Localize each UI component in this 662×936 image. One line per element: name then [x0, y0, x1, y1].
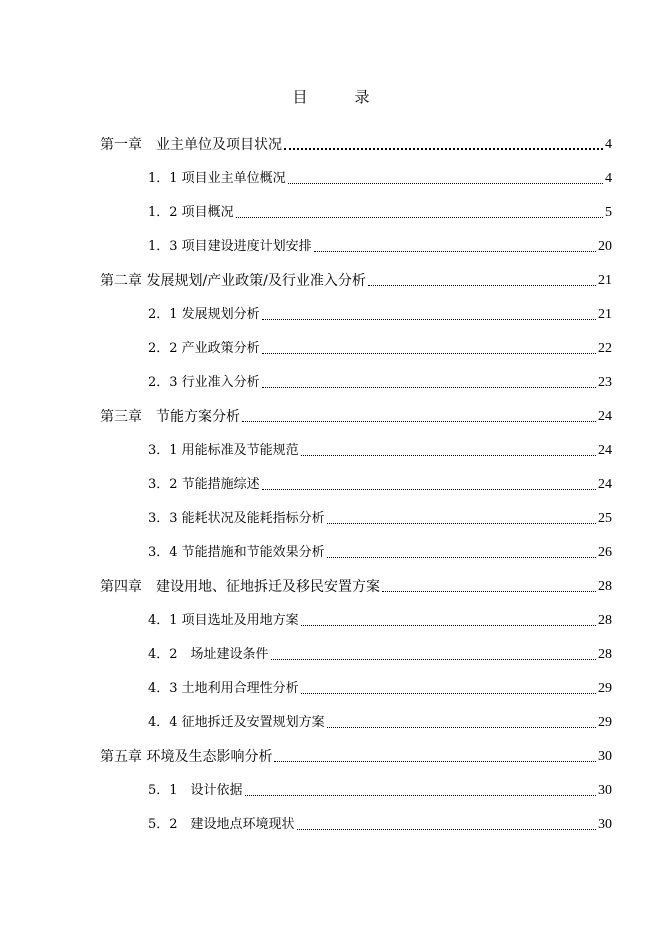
- toc-entry-label: 4．3 土地利用合理性分析: [148, 681, 299, 696]
- toc-dot-leader: [262, 387, 596, 388]
- toc-entry-label: 第五章 环境及生态影响分析: [100, 749, 273, 765]
- toc-dot-leader: [245, 795, 596, 796]
- toc-page-number: 28: [598, 613, 612, 628]
- toc-page-number: 25: [598, 511, 612, 526]
- toc-section-entry[interactable]: [100, 188, 612, 222]
- toc-chapter-entry[interactable]: [100, 392, 612, 426]
- toc-dot-leader: [262, 353, 596, 354]
- toc-dot-leader: [288, 183, 603, 184]
- toc-dot-leader: [236, 217, 603, 218]
- toc-dot-leader: [382, 591, 596, 592]
- toc-section-entry[interactable]: [100, 290, 612, 324]
- toc-entry-label: 3．3 能耗状况及能耗指标分析: [148, 511, 325, 526]
- toc-section-entry[interactable]: [100, 460, 612, 494]
- toc-entry-label: 第三章 节能方案分析: [100, 409, 240, 425]
- toc-entry-label: 1．3 项目建设进度计划安排: [148, 239, 312, 254]
- toc-page-number: 24: [598, 477, 612, 492]
- toc-page-number: 30: [598, 749, 612, 764]
- toc-page-number: 4: [605, 171, 612, 186]
- toc-entry-label: 4．1 项目选址及用地方案: [148, 613, 299, 628]
- toc-page-number: 28: [598, 579, 612, 594]
- toc-page-number: 30: [598, 783, 612, 798]
- toc-entry-label: 3．2 节能措施综述: [148, 477, 260, 492]
- toc-entry-label: 2．3 行业准入分析: [148, 375, 260, 390]
- toc-dot-leader: [327, 557, 596, 558]
- toc-chapter-entry[interactable]: [100, 732, 612, 766]
- toc-page-number: 26: [598, 545, 612, 560]
- toc-section-entry[interactable]: [100, 324, 612, 358]
- toc-dot-leader: [301, 693, 596, 694]
- toc-entry-label: 5．2 建设地点环境现状: [148, 817, 295, 832]
- toc-dot-leader: [271, 659, 596, 660]
- toc-entry-label: 2．1 发展规划分析: [148, 307, 260, 322]
- toc-entry-label: 1．2 项目概况: [148, 205, 234, 220]
- toc-dot-leader: [368, 285, 596, 286]
- toc-page-number: 5: [605, 205, 612, 220]
- toc-dot-leader: [301, 625, 596, 626]
- toc-page-number: 29: [598, 681, 612, 696]
- toc-chapter-entry[interactable]: [100, 120, 612, 154]
- toc-dot-leader: [301, 455, 596, 456]
- toc-dot-leader: [274, 761, 596, 762]
- toc-dot-leader: [284, 148, 603, 150]
- toc-entry-label: 第一章 业主单位及项目状况: [100, 137, 282, 153]
- toc-section-entry[interactable]: [100, 358, 612, 392]
- toc-dot-leader: [297, 829, 596, 830]
- toc-entry-label: 4．2 场址建设条件: [148, 647, 269, 662]
- toc-section-entry[interactable]: [100, 698, 612, 732]
- toc-dot-leader: [327, 727, 596, 728]
- toc-section-entry[interactable]: [100, 426, 612, 460]
- toc-dot-leader: [262, 489, 596, 490]
- toc-dot-leader: [242, 421, 596, 422]
- toc-entry-label: 第二章 发展规划/产业政策/及行业准入分析: [100, 273, 366, 289]
- toc-page-number: 28: [598, 647, 612, 662]
- toc-entry-label: 1．1 项目业主单位概况: [148, 171, 286, 186]
- toc-chapter-entry[interactable]: [100, 562, 612, 596]
- toc-dot-leader: [327, 523, 596, 524]
- toc-page-number: 29: [598, 715, 612, 730]
- toc-entry-label: 4．4 征地拆迁及安置规划方案: [148, 715, 325, 730]
- toc-page-number: 23: [598, 375, 612, 390]
- toc-title: 目 录: [292, 88, 386, 106]
- toc-section-entry[interactable]: [100, 800, 612, 834]
- toc-page-number: 24: [598, 409, 612, 424]
- toc-entry-label: 2．2 产业政策分析: [148, 341, 260, 356]
- toc-section-entry[interactable]: [100, 222, 612, 256]
- toc-page-number: 21: [598, 273, 612, 288]
- toc-entry-label: 3．1 用能标准及节能规范: [148, 443, 299, 458]
- toc-section-entry[interactable]: [100, 494, 612, 528]
- toc-entry-label: 第四章 建设用地、征地拆迁及移民安置方案: [100, 579, 380, 595]
- toc-section-entry[interactable]: [100, 664, 612, 698]
- toc-entry-label: 5．1 设计依据: [148, 783, 243, 798]
- toc-section-entry[interactable]: [100, 154, 612, 188]
- toc-page-number: 30: [598, 817, 612, 832]
- toc-page-number: 21: [598, 307, 612, 322]
- toc-entry-label: 3．4 节能措施和节能效果分析: [148, 545, 325, 560]
- toc-page-number: 22: [598, 341, 612, 356]
- toc-dot-leader: [262, 319, 596, 320]
- toc-page-number: 20: [598, 239, 612, 254]
- toc-chapter-entry[interactable]: [100, 256, 612, 290]
- toc-section-entry[interactable]: [100, 528, 612, 562]
- toc-section-entry[interactable]: [100, 630, 612, 664]
- toc-section-entry[interactable]: [100, 766, 612, 800]
- table-of-contents: [100, 120, 612, 834]
- toc-page-number: 24: [598, 443, 612, 458]
- toc-page-number: 4: [605, 137, 612, 152]
- toc-section-entry[interactable]: [100, 596, 612, 630]
- toc-dot-leader: [314, 251, 596, 252]
